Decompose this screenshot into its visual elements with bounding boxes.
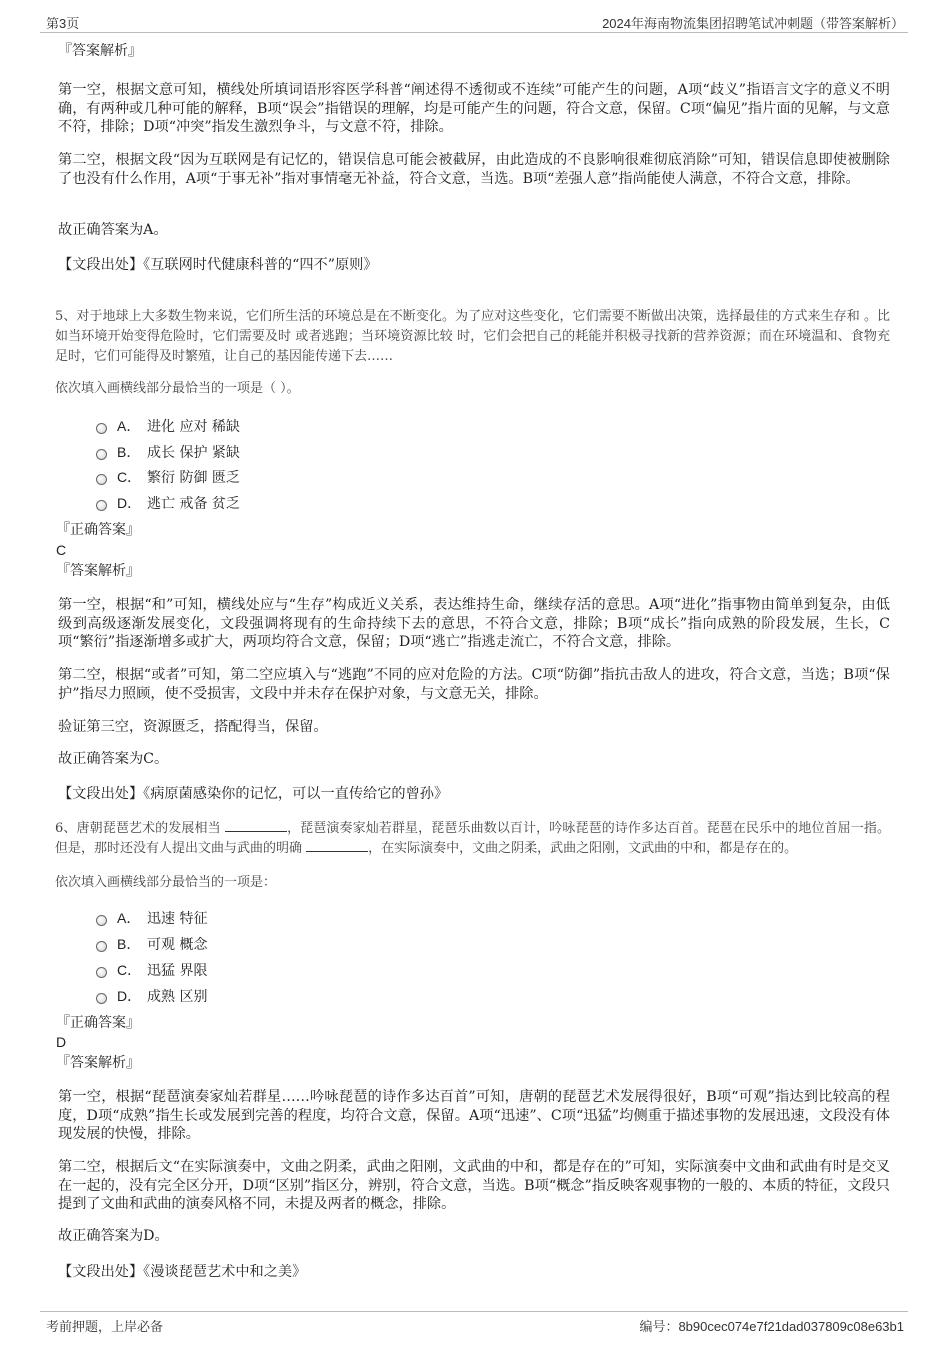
q5-correct-answer: C: [56, 542, 67, 558]
q4-analysis-para1: 第一空，根据文意可知，横线处所填词语形容医学科普“阐述得不透彻或不连续”可能产生的问题，A项“歧义”指语言文字的意义不明确，有两种或几种可能的解释，B项“误会”指错误的理解，均是可能产生的问题，符合文意，保留。C项“偏见”指片面的见解，与文意不符，排除；D项“冲突”指发生激烈争斗，与文意不符，排除。: [58, 82, 890, 135]
q6-correct-answer: D: [56, 1034, 67, 1050]
q5-analysis-para3: 验证第三空，资源匮乏，搭配得当，保留。: [58, 719, 328, 735]
q5-option-b[interactable]: B． 成长 保护 紧缺: [96, 442, 240, 462]
q6-analysis-para2: 第二空，根据后文“在实际演奏中，文曲之阴柔，武曲之阳刚，文武曲的中和，都是存在的”可知，实际演奏中文曲和武曲有时是交叉在一起的，没有完全区分开，D项“区别”指区分，辨别，符合文意，当选。B项“概念”指反映客观事物的一般的、本质的特征，文段只提到了文曲和武曲的演奏风格不同，未提及两者的概念，排除。: [58, 1159, 890, 1212]
q4-analysis-label: 『答案解析』: [58, 43, 142, 59]
q6-prompt: 依次填入画横线部分最恰当的一项是：: [55, 875, 277, 890]
q6-option-a[interactable]: A． 迅速 特征: [96, 908, 207, 928]
q6-conclusion: 故正确答案为D。: [58, 1228, 169, 1244]
footer-slogan: 考前押题，上岸必备: [46, 1319, 164, 1334]
radio-icon[interactable]: [96, 474, 107, 485]
q5-analysis-para1: 第一空，根据“和”可知，横线处应与“生存”构成近义关系，表达维持生命，继续存活的意思。A项“进化”指事物由简单到复杂，由低级到高级逐渐发展变化，文段强调将现有的生命持续下去的意思，不符合文意，排除；B项“成长”指向成熟的阶段发展，生长，C项“繁衍”指逐渐增多或扩大，两项均符合文意，保留；D项“逃亡”指逃走流亡，不符合文意，排除。: [58, 597, 890, 650]
radio-icon[interactable]: [96, 423, 107, 434]
q6-option-d[interactable]: D． 成熟 区别: [96, 986, 207, 1006]
q5-prompt: 依次填入画横线部分最恰当的一项是（ ）。: [55, 381, 300, 396]
radio-icon[interactable]: [96, 915, 107, 926]
radio-icon[interactable]: [96, 967, 107, 978]
radio-icon[interactable]: [96, 993, 107, 1004]
q6-correct-label: 『正确答案』: [56, 1015, 140, 1031]
q5-conclusion: 故正确答案为C。: [58, 751, 169, 767]
q6-analysis-para1: 第一空，根据“琵琶演奏家灿若群星……吟咏琵琶的诗作多达百首”可知，唐朝的琵琶艺术发展得很好，B项“可观”指达到比较高的程度，D项“成熟”指生长或发展到完善的程度，均符合文意，保留。A项“迅速”、C项“迅猛”均侧重于描述事物的发展迅速，文段没有体现发展的快慢，排除。: [58, 1089, 890, 1142]
fill-blank: [306, 839, 368, 852]
radio-icon[interactable]: [96, 449, 107, 460]
q5-source: 【文段出处】《病原菌感染你的记忆，可以一直传给它的曾孙》: [58, 786, 449, 802]
q5-option-d[interactable]: D． 逃亡 戒备 贫乏: [96, 493, 240, 513]
q6-stem: 6、唐朝琵琶艺术的发展相当 ，琵琶演奏家灿若群星，琵琶乐曲数以百计，吟咏琵琶的诗作多达百首。琵琶在民乐中的地位首屈一指。但是，那时还没有人提出文曲与武曲的明确 ，在实际演奏中，文曲之阴柔，武曲之阳刚，文武曲的中和，都是存在的。: [55, 821, 890, 856]
q5-analysis-para2: 第二空，根据“或者”可知，第二空应填入与“逃跑”不同的应对危险的方法。C项“防御”指抗击敌人的进攻，符合文意，当选；B项“保护”指尽力照顾，使不受损害，文段中并未存在保护对象，与文意无关，排除。: [58, 667, 890, 702]
q4-source: 【文段出处】《互联网时代健康科普的“四不”原则》: [58, 257, 378, 273]
page-header: [40, 10, 908, 33]
q4-analysis-para2: 第二空，根据文段“因为互联网是有记忆的，错误信息可能会被截屏，由此造成的不良影响很难彻底消除”可知，错误信息即使被删除了也没有什么作用，A项“于事无补”指对事情毫无补益，符合文意，当选。B项“差强人意”指尚能使人满意，不符合文意，排除。: [58, 152, 890, 187]
q6-option-c[interactable]: C． 迅猛 界限: [96, 960, 207, 980]
q5-analysis-label: 『答案解析』: [56, 563, 140, 579]
q6-source: 【文段出处】《漫谈琵琶艺术中和之美》: [58, 1264, 307, 1280]
page-footer: [40, 1311, 908, 1336]
radio-icon[interactable]: [96, 941, 107, 952]
q5-stem: 5、对于地球上大多数生物来说，它们所生活的环境总是在不断变化。为了应对这些变化，它们需要不断做出决策，选择最佳的方式来生存和 。比如当环境开始变得危险时，它们需要及时 或者逃跑；当环境资源比较 时，它们会把自己的耗能并积极寻找新的营养资源；而在环境温和、食物充足时，它们可能得及时繁殖，让自己的基因能传递下去……: [55, 309, 890, 364]
q6-option-b[interactable]: B． 可观 概念: [96, 934, 207, 954]
q5-correct-label: 『正确答案』: [56, 522, 140, 538]
page-number: 第3页: [46, 16, 80, 31]
q5-option-a[interactable]: A． 进化 应对 稀缺: [96, 416, 240, 436]
document-title: 2024年海南物流集团招聘笔试冲刺题（带答案解析）: [602, 16, 904, 31]
q6-analysis-label: 『答案解析』: [56, 1055, 140, 1071]
radio-icon[interactable]: [96, 500, 107, 511]
fill-blank: [225, 819, 287, 832]
document-serial: 编号：8b90cec074e7f21dad037809c08e63b1: [639, 1319, 904, 1334]
q5-option-c[interactable]: C． 繁衍 防御 匮乏: [96, 467, 240, 487]
q4-conclusion: 故正确答案为A。: [58, 222, 168, 238]
